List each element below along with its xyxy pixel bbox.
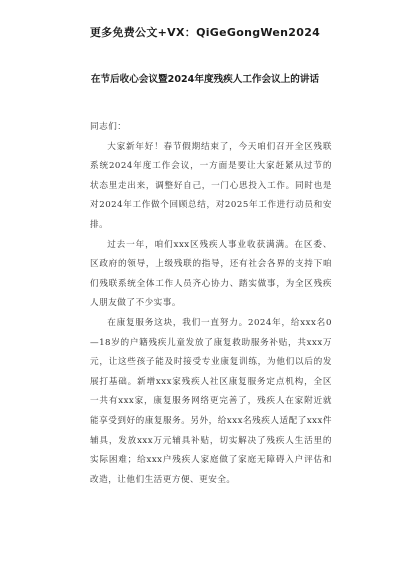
promo-header: 更多免费公文+VX：QiGeGongWen2024 [89, 26, 321, 39]
document-title: 在节后收心会议暨2024年度残疾人工作会议上的讲话 [90, 74, 320, 85]
paragraph: 过去一年，咱们xxx区残疾人事业收获满满。在区委、区政府的领导，上级残联的指导，还有社会各界的支持下咱们残联系统全体工作人员齐心协力、踏实做事，为全区残疾人朋友做了不少实事。 [90, 239, 332, 309]
salutation: 同志们： [90, 122, 127, 132]
paragraph: 在康复服务这块，我们一直努力。2024年，给xxx名0—18岁的户籍残疾儿童发放了康复救助服务补贴，共xxx万元，让这些孩子能及时接受专业康复训练，为他们以后的发展打基础。新增xxx家残疾人社区康复服务定点机构，全区一共有xxx家，康复服务网络更完善了，残疾人在家附近就能享受到好的康复服务。另外，给xxx名残疾人适配了xxx件辅具，发放xxx万元辅具补贴，切实解决了残疾人生活里的实际困难；给xxx户残疾人家庭做了家庭无障碍入户评估和改造，让他们生活更方便、更安全。 [90, 317, 332, 485]
paragraph: 大家新年好！春节假期结束了，今天咱们召开全区残联系统2024年度工作会议，一方面是要让大家赶紧从过节的状态里走出来，调整好自己，一门心思投入工作。同时也是对2024年工作做个回顾总结，对2025年工作进行动员和安排。 [90, 141, 332, 230]
document-body [90, 118, 332, 490]
